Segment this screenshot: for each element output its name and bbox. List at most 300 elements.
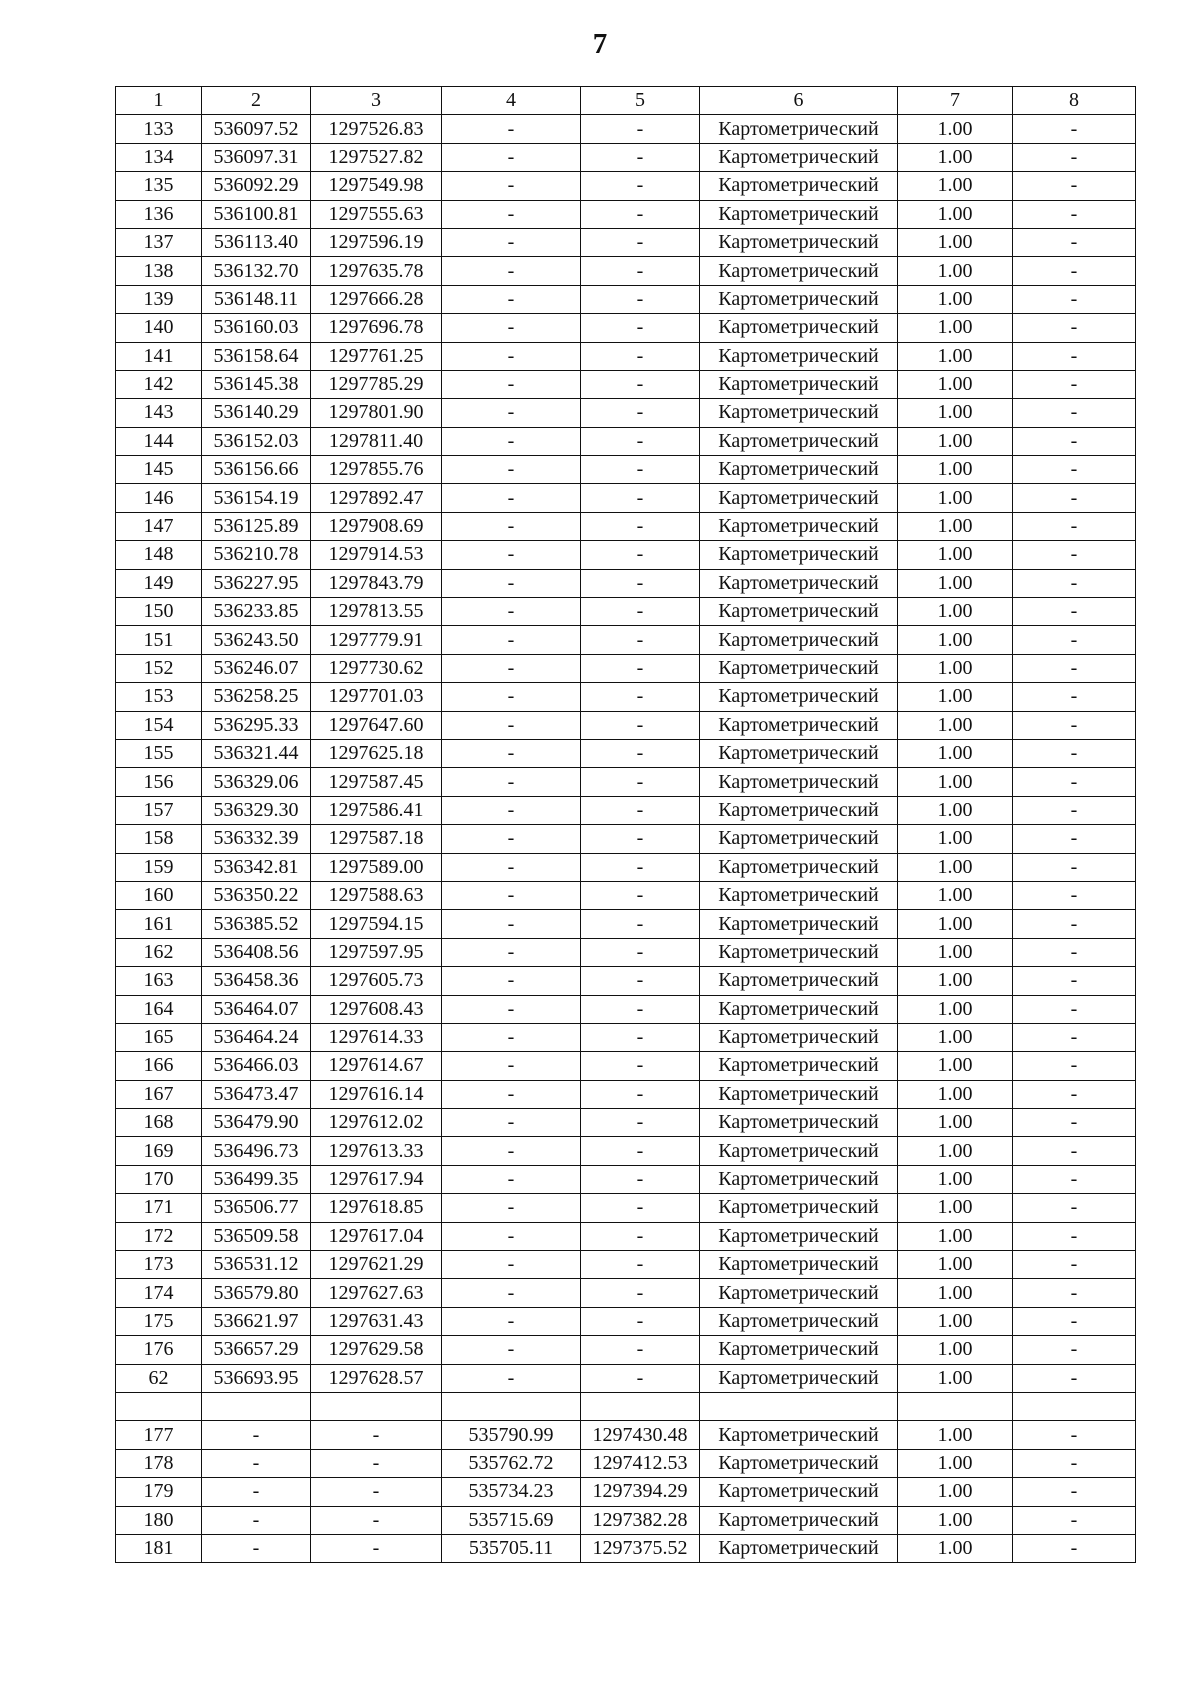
method-cell: Картометрический bbox=[700, 711, 898, 739]
x-new-cell: - bbox=[442, 399, 581, 427]
point-number-cell: 177 bbox=[116, 1421, 202, 1449]
x-cell: 536097.52 bbox=[202, 115, 311, 143]
table-row bbox=[116, 1506, 1136, 1534]
method-cell: Картометрический bbox=[700, 853, 898, 881]
point-number-cell: 160 bbox=[116, 881, 202, 909]
x-new-cell: - bbox=[442, 796, 581, 824]
method-cell: Картометрический bbox=[700, 995, 898, 1023]
x-cell: 536496.73 bbox=[202, 1137, 311, 1165]
table-row bbox=[116, 370, 1136, 398]
accuracy-cell: 1.00 bbox=[898, 1279, 1013, 1307]
method-cell: Картометрический bbox=[700, 1506, 898, 1534]
y-new-cell: - bbox=[581, 825, 700, 853]
table-row bbox=[116, 825, 1136, 853]
table-row bbox=[116, 228, 1136, 256]
x-cell: 536408.56 bbox=[202, 938, 311, 966]
description-cell: - bbox=[1013, 314, 1136, 342]
table-row bbox=[116, 995, 1136, 1023]
description-cell: - bbox=[1013, 1251, 1136, 1279]
y-new-cell: - bbox=[581, 1052, 700, 1080]
x-cell: 536506.77 bbox=[202, 1194, 311, 1222]
y-new-cell: - bbox=[581, 172, 700, 200]
table-row bbox=[116, 200, 1136, 228]
y-new-cell: - bbox=[581, 541, 700, 569]
x-cell: - bbox=[202, 1534, 311, 1562]
method-cell: Картометрический bbox=[700, 598, 898, 626]
y-cell: 1297761.25 bbox=[311, 342, 442, 370]
table-row bbox=[116, 314, 1136, 342]
point-number-cell: 172 bbox=[116, 1222, 202, 1250]
y-cell: 1297596.19 bbox=[311, 228, 442, 256]
description-cell: - bbox=[1013, 1421, 1136, 1449]
y-new-cell: - bbox=[581, 1307, 700, 1335]
y-new-cell: - bbox=[581, 881, 700, 909]
accuracy-cell bbox=[898, 1392, 1013, 1420]
y-new-cell: - bbox=[581, 1165, 700, 1193]
x-new-cell: - bbox=[442, 626, 581, 654]
description-cell: - bbox=[1013, 768, 1136, 796]
x-new-cell: - bbox=[442, 1222, 581, 1250]
table-row bbox=[116, 1392, 1136, 1420]
x-new-cell: 535705.11 bbox=[442, 1534, 581, 1562]
accuracy-cell: 1.00 bbox=[898, 1421, 1013, 1449]
point-number-cell: 166 bbox=[116, 1052, 202, 1080]
x-new-cell: - bbox=[442, 1251, 581, 1279]
accuracy-cell: 1.00 bbox=[898, 881, 1013, 909]
y-new-cell: - bbox=[581, 1080, 700, 1108]
description-cell: - bbox=[1013, 910, 1136, 938]
table-row bbox=[116, 1251, 1136, 1279]
point-number-cell: 62 bbox=[116, 1364, 202, 1392]
y-cell: 1297666.28 bbox=[311, 285, 442, 313]
method-cell: Картометрический bbox=[700, 1052, 898, 1080]
y-cell: 1297587.18 bbox=[311, 825, 442, 853]
accuracy-cell: 1.00 bbox=[898, 1449, 1013, 1477]
column-header: 3 bbox=[311, 87, 442, 115]
x-cell: 536621.97 bbox=[202, 1307, 311, 1335]
point-number-cell: 134 bbox=[116, 143, 202, 171]
description-cell: - bbox=[1013, 456, 1136, 484]
x-cell: 536100.81 bbox=[202, 200, 311, 228]
method-cell: Картометрический bbox=[700, 967, 898, 995]
accuracy-cell: 1.00 bbox=[898, 1336, 1013, 1364]
x-new-cell: - bbox=[442, 598, 581, 626]
point-number-cell: 152 bbox=[116, 654, 202, 682]
x-cell: 536332.39 bbox=[202, 825, 311, 853]
point-number-cell: 174 bbox=[116, 1279, 202, 1307]
point-number-cell: 164 bbox=[116, 995, 202, 1023]
x-new-cell: - bbox=[442, 938, 581, 966]
y-cell: - bbox=[311, 1421, 442, 1449]
point-number-cell: 154 bbox=[116, 711, 202, 739]
x-new-cell: - bbox=[442, 910, 581, 938]
description-cell: - bbox=[1013, 228, 1136, 256]
x-cell: 536464.07 bbox=[202, 995, 311, 1023]
accuracy-cell: 1.00 bbox=[898, 569, 1013, 597]
x-cell: 536154.19 bbox=[202, 484, 311, 512]
y-cell: 1297597.95 bbox=[311, 938, 442, 966]
x-new-cell: - bbox=[442, 1279, 581, 1307]
y-new-cell: - bbox=[581, 257, 700, 285]
point-number-cell: 168 bbox=[116, 1109, 202, 1137]
method-cell: Картометрический bbox=[700, 1279, 898, 1307]
y-cell: 1297627.63 bbox=[311, 1279, 442, 1307]
description-cell: - bbox=[1013, 1279, 1136, 1307]
description-cell: - bbox=[1013, 1023, 1136, 1051]
y-new-cell: - bbox=[581, 796, 700, 824]
x-new-cell: - bbox=[442, 1137, 581, 1165]
point-number-cell: 175 bbox=[116, 1307, 202, 1335]
point-number-cell bbox=[116, 1392, 202, 1420]
method-cell: Картометрический bbox=[700, 1364, 898, 1392]
point-number-cell: 162 bbox=[116, 938, 202, 966]
x-cell: - bbox=[202, 1478, 311, 1506]
table-row bbox=[116, 1194, 1136, 1222]
column-header: 1 bbox=[116, 87, 202, 115]
x-new-cell: - bbox=[442, 1194, 581, 1222]
y-new-cell: - bbox=[581, 427, 700, 455]
y-new-cell: - bbox=[581, 853, 700, 881]
y-new-cell: - bbox=[581, 1336, 700, 1364]
x-cell: 536509.58 bbox=[202, 1222, 311, 1250]
description-cell: - bbox=[1013, 796, 1136, 824]
point-number-cell: 158 bbox=[116, 825, 202, 853]
x-new-cell bbox=[442, 1392, 581, 1420]
method-cell: Картометрический bbox=[700, 1165, 898, 1193]
x-cell: 536258.25 bbox=[202, 683, 311, 711]
y-new-cell: - bbox=[581, 967, 700, 995]
x-cell: 536246.07 bbox=[202, 654, 311, 682]
y-new-cell: - bbox=[581, 1023, 700, 1051]
point-number-cell: 150 bbox=[116, 598, 202, 626]
accuracy-cell: 1.00 bbox=[898, 711, 1013, 739]
accuracy-cell: 1.00 bbox=[898, 399, 1013, 427]
x-cell: 536342.81 bbox=[202, 853, 311, 881]
y-cell: 1297785.29 bbox=[311, 370, 442, 398]
x-new-cell: - bbox=[442, 1364, 581, 1392]
method-cell bbox=[700, 1392, 898, 1420]
y-cell: 1297605.73 bbox=[311, 967, 442, 995]
table-row bbox=[116, 172, 1136, 200]
accuracy-cell: 1.00 bbox=[898, 825, 1013, 853]
description-cell: - bbox=[1013, 257, 1136, 285]
table-row bbox=[116, 1137, 1136, 1165]
method-cell: Картометрический bbox=[700, 1336, 898, 1364]
description-cell: - bbox=[1013, 1364, 1136, 1392]
y-cell: 1297696.78 bbox=[311, 314, 442, 342]
table-header-row bbox=[116, 87, 1136, 115]
y-new-cell: - bbox=[581, 1279, 700, 1307]
x-cell: 536227.95 bbox=[202, 569, 311, 597]
x-cell: 536113.40 bbox=[202, 228, 311, 256]
accuracy-cell: 1.00 bbox=[898, 1506, 1013, 1534]
point-number-cell: 157 bbox=[116, 796, 202, 824]
accuracy-cell: 1.00 bbox=[898, 1109, 1013, 1137]
column-header: 4 bbox=[442, 87, 581, 115]
method-cell: Картометрический bbox=[700, 143, 898, 171]
x-new-cell: - bbox=[442, 1109, 581, 1137]
table-row bbox=[116, 1222, 1136, 1250]
y-new-cell: 1297394.29 bbox=[581, 1478, 700, 1506]
description-cell: - bbox=[1013, 427, 1136, 455]
x-cell bbox=[202, 1392, 311, 1420]
x-new-cell: - bbox=[442, 1307, 581, 1335]
table-row bbox=[116, 739, 1136, 767]
y-cell: - bbox=[311, 1506, 442, 1534]
x-cell: 536466.03 bbox=[202, 1052, 311, 1080]
table-row bbox=[116, 115, 1136, 143]
accuracy-cell: 1.00 bbox=[898, 1137, 1013, 1165]
description-cell: - bbox=[1013, 967, 1136, 995]
accuracy-cell: 1.00 bbox=[898, 484, 1013, 512]
x-new-cell: - bbox=[442, 853, 581, 881]
x-cell: 536657.29 bbox=[202, 1336, 311, 1364]
method-cell: Картометрический bbox=[700, 796, 898, 824]
description-cell: - bbox=[1013, 200, 1136, 228]
method-cell: Картометрический bbox=[700, 1251, 898, 1279]
page-number: 7 bbox=[592, 28, 608, 60]
accuracy-cell: 1.00 bbox=[898, 228, 1013, 256]
x-cell: 536464.24 bbox=[202, 1023, 311, 1051]
x-cell: 536156.66 bbox=[202, 456, 311, 484]
y-cell: 1297589.00 bbox=[311, 853, 442, 881]
description-cell: - bbox=[1013, 1506, 1136, 1534]
x-cell: 536132.70 bbox=[202, 257, 311, 285]
y-cell: 1297892.47 bbox=[311, 484, 442, 512]
y-cell: 1297588.63 bbox=[311, 881, 442, 909]
y-new-cell: - bbox=[581, 654, 700, 682]
x-new-cell: - bbox=[442, 1080, 581, 1108]
accuracy-cell: 1.00 bbox=[898, 995, 1013, 1023]
point-number-cell: 136 bbox=[116, 200, 202, 228]
accuracy-cell: 1.00 bbox=[898, 967, 1013, 995]
description-cell: - bbox=[1013, 1449, 1136, 1477]
y-cell: 1297594.15 bbox=[311, 910, 442, 938]
table-row bbox=[116, 654, 1136, 682]
table-row bbox=[116, 342, 1136, 370]
accuracy-cell: 1.00 bbox=[898, 342, 1013, 370]
description-cell: - bbox=[1013, 825, 1136, 853]
x-new-cell: - bbox=[442, 456, 581, 484]
method-cell: Картометрический bbox=[700, 314, 898, 342]
x-cell: 536243.50 bbox=[202, 626, 311, 654]
point-number-cell: 163 bbox=[116, 967, 202, 995]
y-new-cell: - bbox=[581, 938, 700, 966]
table-row bbox=[116, 1052, 1136, 1080]
point-number-cell: 145 bbox=[116, 456, 202, 484]
point-number-cell: 176 bbox=[116, 1336, 202, 1364]
method-cell: Картометрический bbox=[700, 569, 898, 597]
accuracy-cell: 1.00 bbox=[898, 1080, 1013, 1108]
table-row bbox=[116, 1080, 1136, 1108]
method-cell: Картометрический bbox=[700, 825, 898, 853]
description-cell: - bbox=[1013, 484, 1136, 512]
method-cell: Картометрический bbox=[700, 1023, 898, 1051]
y-cell bbox=[311, 1392, 442, 1420]
y-new-cell: - bbox=[581, 1194, 700, 1222]
y-cell: 1297701.03 bbox=[311, 683, 442, 711]
x-cell: 536295.33 bbox=[202, 711, 311, 739]
y-new-cell: - bbox=[581, 1137, 700, 1165]
method-cell: Картометрический bbox=[700, 172, 898, 200]
x-new-cell: 535734.23 bbox=[442, 1478, 581, 1506]
y-cell: 1297631.43 bbox=[311, 1307, 442, 1335]
point-number-cell: 144 bbox=[116, 427, 202, 455]
y-cell: 1297618.85 bbox=[311, 1194, 442, 1222]
x-new-cell: - bbox=[442, 739, 581, 767]
accuracy-cell: 1.00 bbox=[898, 1052, 1013, 1080]
y-new-cell: - bbox=[581, 200, 700, 228]
accuracy-cell: 1.00 bbox=[898, 541, 1013, 569]
accuracy-cell: 1.00 bbox=[898, 427, 1013, 455]
accuracy-cell: 1.00 bbox=[898, 739, 1013, 767]
accuracy-cell: 1.00 bbox=[898, 1534, 1013, 1562]
table-row bbox=[116, 881, 1136, 909]
description-cell: - bbox=[1013, 654, 1136, 682]
x-cell: 536531.12 bbox=[202, 1251, 311, 1279]
point-number-cell: 178 bbox=[116, 1449, 202, 1477]
y-cell: 1297779.91 bbox=[311, 626, 442, 654]
point-number-cell: 169 bbox=[116, 1137, 202, 1165]
x-new-cell: - bbox=[442, 995, 581, 1023]
description-cell: - bbox=[1013, 1534, 1136, 1562]
point-number-cell: 170 bbox=[116, 1165, 202, 1193]
point-number-cell: 180 bbox=[116, 1506, 202, 1534]
y-new-cell: - bbox=[581, 626, 700, 654]
method-cell: Картометрический bbox=[700, 739, 898, 767]
x-cell: - bbox=[202, 1506, 311, 1534]
description-cell: - bbox=[1013, 1336, 1136, 1364]
y-new-cell: - bbox=[581, 768, 700, 796]
description-cell: - bbox=[1013, 512, 1136, 540]
accuracy-cell: 1.00 bbox=[898, 456, 1013, 484]
y-cell: 1297617.04 bbox=[311, 1222, 442, 1250]
point-number-cell: 151 bbox=[116, 626, 202, 654]
x-cell: 536210.78 bbox=[202, 541, 311, 569]
y-cell: 1297549.98 bbox=[311, 172, 442, 200]
y-cell: - bbox=[311, 1534, 442, 1562]
y-new-cell: - bbox=[581, 342, 700, 370]
description-cell: - bbox=[1013, 1109, 1136, 1137]
method-cell: Картометрический bbox=[700, 1194, 898, 1222]
method-cell: Картометрический bbox=[700, 768, 898, 796]
table-row bbox=[116, 1336, 1136, 1364]
method-cell: Картометрический bbox=[700, 1137, 898, 1165]
y-cell: 1297586.41 bbox=[311, 796, 442, 824]
method-cell: Картометрический bbox=[700, 1534, 898, 1562]
description-cell: - bbox=[1013, 1165, 1136, 1193]
x-new-cell: - bbox=[442, 314, 581, 342]
method-cell: Картометрический bbox=[700, 938, 898, 966]
y-new-cell: - bbox=[581, 484, 700, 512]
description-cell: - bbox=[1013, 569, 1136, 597]
x-new-cell: - bbox=[442, 115, 581, 143]
y-new-cell: - bbox=[581, 598, 700, 626]
y-new-cell: 1297430.48 bbox=[581, 1421, 700, 1449]
column-header: 2 bbox=[202, 87, 311, 115]
description-cell: - bbox=[1013, 1222, 1136, 1250]
y-new-cell: 1297375.52 bbox=[581, 1534, 700, 1562]
x-new-cell: 535790.99 bbox=[442, 1421, 581, 1449]
method-cell: Картометрический bbox=[700, 683, 898, 711]
accuracy-cell: 1.00 bbox=[898, 1194, 1013, 1222]
x-cell: 536125.89 bbox=[202, 512, 311, 540]
point-number-cell: 167 bbox=[116, 1080, 202, 1108]
method-cell: Картометрический bbox=[700, 115, 898, 143]
point-number-cell: 133 bbox=[116, 115, 202, 143]
x-new-cell: - bbox=[442, 342, 581, 370]
x-cell: 536693.95 bbox=[202, 1364, 311, 1392]
x-cell: 536145.38 bbox=[202, 370, 311, 398]
description-cell: - bbox=[1013, 370, 1136, 398]
y-cell: 1297801.90 bbox=[311, 399, 442, 427]
point-number-cell: 161 bbox=[116, 910, 202, 938]
table-row bbox=[116, 796, 1136, 824]
y-new-cell: - bbox=[581, 995, 700, 1023]
point-number-cell: 143 bbox=[116, 399, 202, 427]
y-cell: 1297647.60 bbox=[311, 711, 442, 739]
y-new-cell: - bbox=[581, 285, 700, 313]
x-cell: 536097.31 bbox=[202, 143, 311, 171]
x-cell: 536233.85 bbox=[202, 598, 311, 626]
x-new-cell: 535715.69 bbox=[442, 1506, 581, 1534]
description-cell: - bbox=[1013, 143, 1136, 171]
method-cell: Картометрический bbox=[700, 1080, 898, 1108]
x-new-cell: - bbox=[442, 711, 581, 739]
y-new-cell: - bbox=[581, 456, 700, 484]
method-cell: Картометрический bbox=[700, 200, 898, 228]
y-cell: 1297614.67 bbox=[311, 1052, 442, 1080]
table-row bbox=[116, 1307, 1136, 1335]
y-cell: 1297908.69 bbox=[311, 512, 442, 540]
y-cell: 1297629.58 bbox=[311, 1336, 442, 1364]
method-cell: Картометрический bbox=[700, 1449, 898, 1477]
point-number-cell: 173 bbox=[116, 1251, 202, 1279]
x-new-cell: - bbox=[442, 825, 581, 853]
description-cell: - bbox=[1013, 938, 1136, 966]
accuracy-cell: 1.00 bbox=[898, 143, 1013, 171]
accuracy-cell: 1.00 bbox=[898, 512, 1013, 540]
column-header: 8 bbox=[1013, 87, 1136, 115]
description-cell: - bbox=[1013, 598, 1136, 626]
accuracy-cell: 1.00 bbox=[898, 370, 1013, 398]
y-cell: 1297526.83 bbox=[311, 115, 442, 143]
y-cell: 1297617.94 bbox=[311, 1165, 442, 1193]
description-cell: - bbox=[1013, 1307, 1136, 1335]
x-new-cell: - bbox=[442, 370, 581, 398]
description-cell: - bbox=[1013, 1137, 1136, 1165]
y-new-cell: - bbox=[581, 228, 700, 256]
method-cell: Картометрический bbox=[700, 342, 898, 370]
y-cell: 1297855.76 bbox=[311, 456, 442, 484]
description-cell: - bbox=[1013, 1194, 1136, 1222]
y-cell: 1297625.18 bbox=[311, 739, 442, 767]
point-number-cell: 155 bbox=[116, 739, 202, 767]
y-cell: 1297635.78 bbox=[311, 257, 442, 285]
method-cell: Картометрический bbox=[700, 427, 898, 455]
method-cell: Картометрический bbox=[700, 1222, 898, 1250]
point-number-cell: 147 bbox=[116, 512, 202, 540]
x-new-cell: - bbox=[442, 881, 581, 909]
x-cell: 536140.29 bbox=[202, 399, 311, 427]
table-row bbox=[116, 598, 1136, 626]
x-new-cell: - bbox=[442, 683, 581, 711]
point-number-cell: 171 bbox=[116, 1194, 202, 1222]
point-number-cell: 179 bbox=[116, 1478, 202, 1506]
column-header: 5 bbox=[581, 87, 700, 115]
y-cell: 1297914.53 bbox=[311, 541, 442, 569]
table-row bbox=[116, 1534, 1136, 1562]
